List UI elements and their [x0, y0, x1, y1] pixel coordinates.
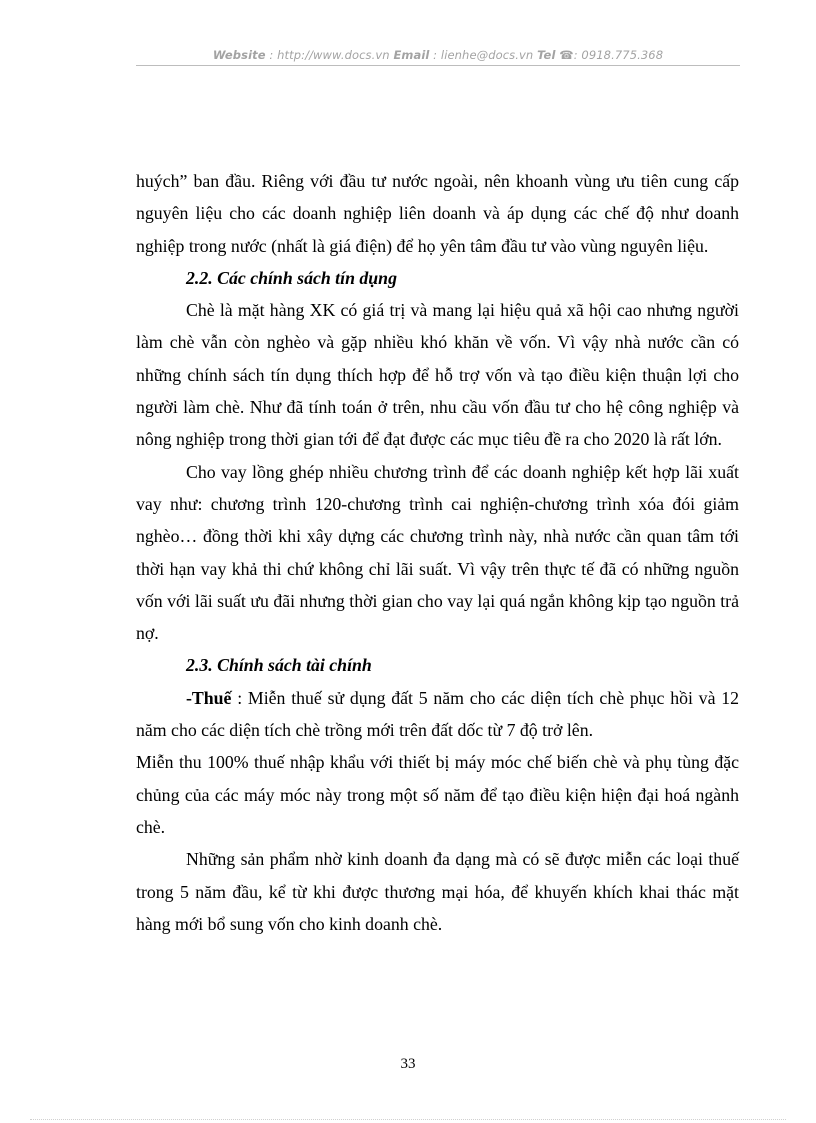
header-divider: [136, 65, 740, 66]
paragraph-import-duty: Miễn thu 100% thuế nhập khẩu với thiết bị máy móc chế biến chè và phụ tùng đặc chủng của các máy móc này trong một số năm để tạo điều kiện hiện đại hoá ngành chè.: [136, 752, 739, 837]
paragraph-tax: [136, 682, 739, 747]
tel-value: : 0918.775.368: [573, 48, 664, 62]
paragraph-continuation: huých” ban đầu. Riêng với đầu tư nước ngoài, nên khoanh vùng ưu tiên cung cấp nguyên liệu cho các doanh nghiệp liên doanh và áp dụng các chế độ như doanh nghiệp trong nước (nhất là giá điện) để họ yên tâm đầu tư vào vùng nguyên liệu.: [136, 171, 739, 256]
phone-icon: ☎: [559, 48, 574, 62]
page-number: 33: [400, 1056, 416, 1072]
paragraph-loans: Cho vay lồng ghép nhiều chương trình để các doanh nghiệp kết hợp lãi xuất vay như: chương trình 120-chương trình cai nghiện-chương trình xóa đói giảm nghèo… đồng thời khi xây dựng các chương trình này, nhà nước cần quan tâm tới thời hạn vay khả thi chứ không chỉ lãi suất. Vì vậy trên thực tế đã có những nguồn vốn với lãi suất ưu đãi nhưng thời gian cho vay lại quá ngắn không kịp tạo nguồn trả nợ.: [136, 461, 739, 644]
footer-divider: [30, 1119, 786, 1120]
tax-label: -Thuế: [186, 687, 232, 708]
email-label: Email: [393, 48, 430, 62]
tax-text: : Miễn thuế sử dụng đất 5 năm cho các diện tích chè phục hồi và 12 năm cho các diện tích chè trồng mới trên đất dốc từ 7 độ trở lên.: [136, 687, 739, 741]
paragraph-new-products: Những sản phẩm nhờ kinh doanh đa dạng mà có sẽ được miễn các loại thuế trong 5 năm đầu, kể từ khi được thương mại hóa, để khuyến khích khai thác mặt hàng mới bổ sung vốn cho kinh doanh chè.: [136, 849, 739, 934]
tel-label: Tel: [537, 48, 556, 62]
paragraph-credit-policy: Chè là mặt hàng XK có giá trị và mang lại hiệu quả xã hội cao nhưng người làm chè vẫn còn nghèo và gặp nhiều khó khăn về vốn. Vì vậy nhà nước cần có những chính sách tín dụng thích hợp để hỗ trợ vốn và tạo điều kiện thuận lợi cho người làm chè. Như đã tính toán ở trên, nhu cầu vốn đầu tư cho hệ công nghiệp và nông nghiệp trong thời gian tới để đạt được các mục tiêu đề ra cho 2020 là rất lớn.: [136, 300, 739, 450]
email-value: : lienhe@docs.vn: [429, 48, 538, 62]
website-value: : http://www.docs.vn: [265, 48, 394, 62]
document-body: [136, 165, 739, 940]
section-heading-2-2: 2.2. Các chính sách tín dụng: [186, 267, 397, 288]
section-heading-2-3: 2.3. Chính sách tài chính: [186, 655, 372, 676]
page-header: [136, 48, 740, 62]
website-label: Website: [212, 48, 266, 62]
